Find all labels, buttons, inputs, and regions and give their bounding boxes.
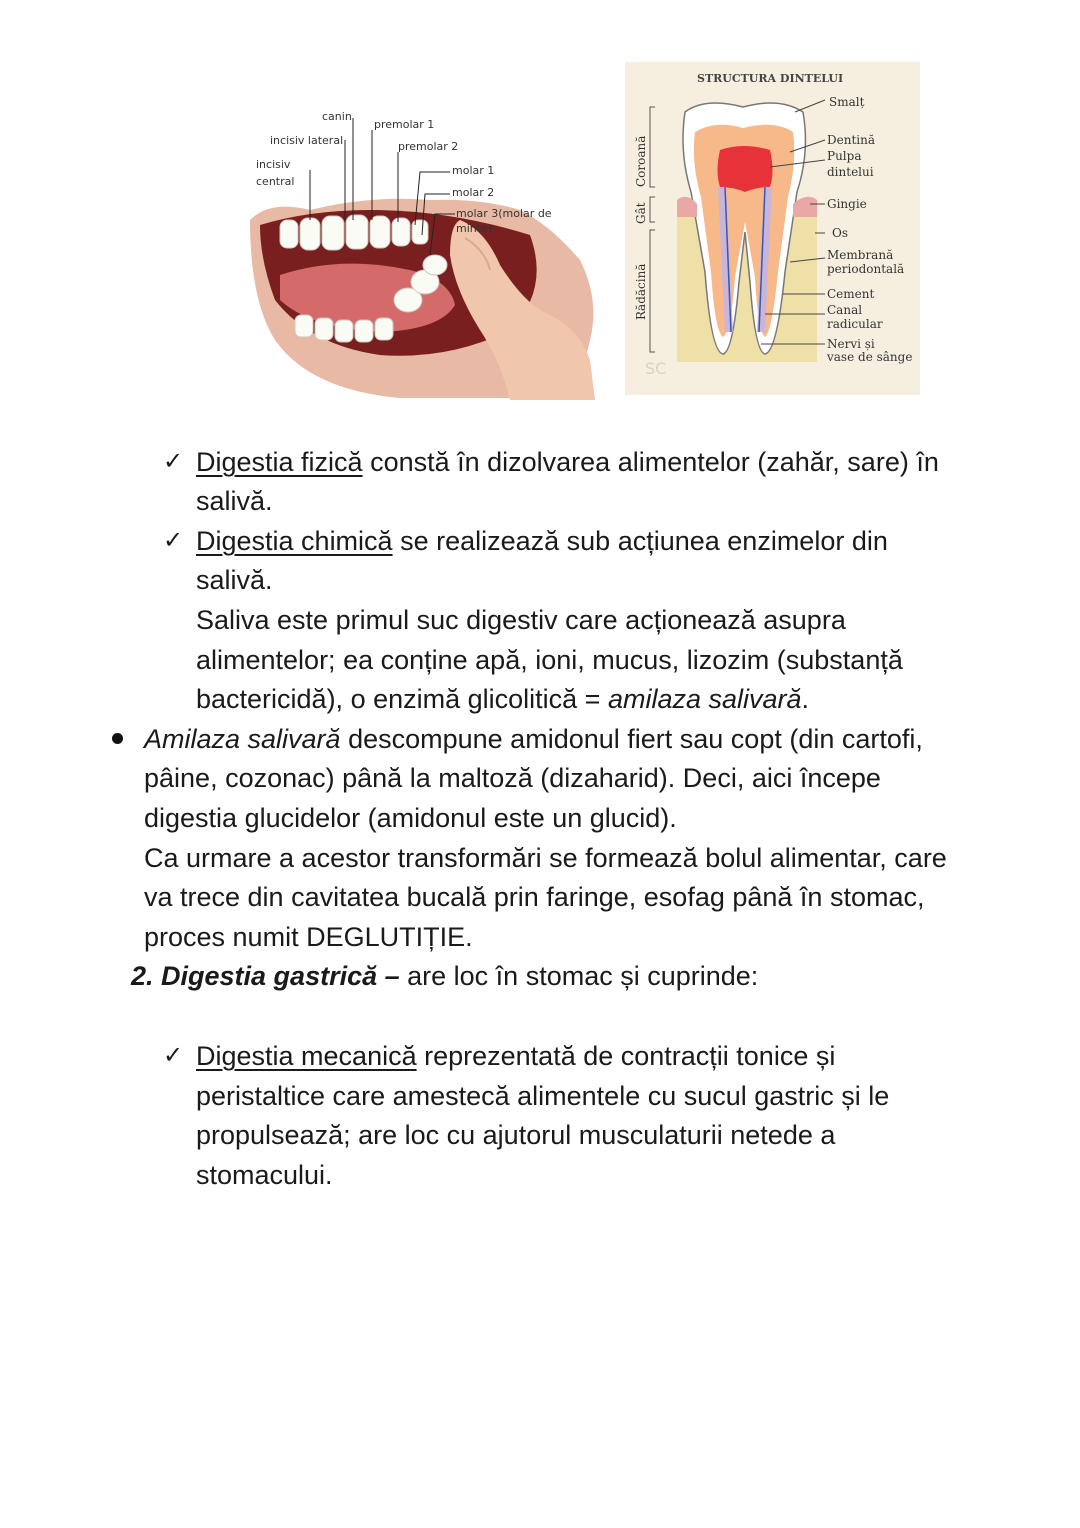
label-molar-2: molar 2: [452, 186, 495, 199]
term-digestia-chimica: Digestia chimică: [196, 526, 393, 556]
heading-digestia-gastrica: 2. Digestia gastrică –: [131, 961, 408, 991]
text-segment: .: [801, 684, 810, 714]
term-amilaza-salivara: amilaza salivară: [607, 684, 802, 714]
label-nervi: Nervi și: [827, 337, 875, 351]
label-canal: Canal: [827, 303, 863, 317]
label-gingie: Gingie: [827, 197, 867, 211]
label-smalt: Smalț: [829, 95, 865, 109]
bullet-dot: [112, 733, 123, 744]
text-line: Saliva este primul suc digestiv care acționează asupra: [196, 605, 846, 635]
label-radacina: Rădăcină: [634, 263, 648, 320]
label-dentina: Dentină: [827, 133, 875, 147]
label-central: central: [256, 175, 295, 188]
text-line: salivă.: [196, 486, 273, 516]
label-nervi-cont: vase de sânge: [827, 350, 913, 364]
text-line: stomacului.: [196, 1160, 333, 1190]
text-line: peristaltice care amestecă alimentele cu sucul gastric și le: [196, 1081, 890, 1111]
text-segment: se realizează sub acțiunea enzimelor din: [392, 526, 888, 556]
label-pulpa-cont: dintelui: [827, 165, 874, 179]
section-heading: [131, 956, 758, 996]
text-line: [196, 521, 888, 561]
term-digestia-fizica: Digestia fizică: [196, 447, 363, 477]
text-line: digestia glucidelor (amidonul este un glucid).: [144, 803, 677, 833]
label-cement: Cement: [827, 287, 875, 301]
label-os: Os: [832, 226, 848, 240]
label-incisiv-lateral: incisiv lateral: [270, 134, 344, 147]
text-line: proces numit DEGLUTIȚIE.: [144, 922, 473, 952]
tooth-structure-diagram: [625, 62, 920, 395]
text-line: propulsează; are loc cu ajutorul musculaturii netede a: [196, 1120, 836, 1150]
label-membrana: Membrană: [827, 248, 894, 262]
label-molar-3: molar 3(molar de: [456, 207, 552, 220]
label-molar-1: molar 1: [452, 164, 495, 177]
label-incisiv: incisiv: [256, 158, 291, 171]
text-segment: reprezentată de contracții tonice și: [416, 1041, 836, 1071]
check-icon: ✓: [163, 1042, 184, 1069]
label-pulpa: Pulpa: [827, 149, 862, 163]
text-segment: descompune amidonul fiert sau copt (din cartofi,: [340, 724, 923, 754]
text-line: va trece din cavitatea bucală prin faringe, esofag până în stomac,: [144, 882, 925, 912]
text-line: pâine, cozonac) până la maltoză (dizaharid). Deci, aici începe: [144, 763, 881, 793]
text-segment: are loc în stomac și cuprinde:: [407, 961, 759, 991]
label-gat: Gât: [634, 202, 648, 224]
mouth-teeth-illustration: [250, 60, 605, 400]
text-segment: bactericidă), o enzimă glicolitică =: [196, 684, 608, 714]
label-membrana-cont: periodontală: [827, 262, 905, 276]
text-line: salivă.: [196, 565, 273, 595]
label-molar-3-cont: minte): [456, 222, 493, 235]
label-premolar-1: premolar 1: [374, 118, 435, 131]
text-line: Ca urmare a acestor transformări se formează bolul alimentar, care: [144, 843, 947, 873]
term-amilaza-salivara: Amilaza salivară: [144, 724, 341, 754]
tooth-figure-title: STRUCTURA DINTELUI: [697, 72, 844, 85]
label-premolar-2: premolar 2: [398, 140, 459, 153]
text-segment: constă în dizolvarea alimentelor (zahăr, sare) în: [362, 447, 939, 477]
check-icon: ✓: [163, 448, 184, 475]
check-icon: ✓: [163, 527, 184, 554]
label-canin: canin: [322, 110, 352, 123]
text-line: alimentelor; ea conține apă, ioni, mucus, lizozim (substanță: [196, 645, 903, 675]
term-digestia-mecanica: Digestia mecanică: [196, 1041, 417, 1071]
watermark-text: SC: [645, 359, 667, 378]
text-line: [196, 1036, 835, 1076]
text-line: [196, 679, 809, 719]
text-line: [144, 719, 923, 759]
label-coroana: Coroană: [634, 135, 648, 187]
text-line: [196, 442, 939, 482]
label-canal-cont: radicular: [827, 317, 883, 331]
